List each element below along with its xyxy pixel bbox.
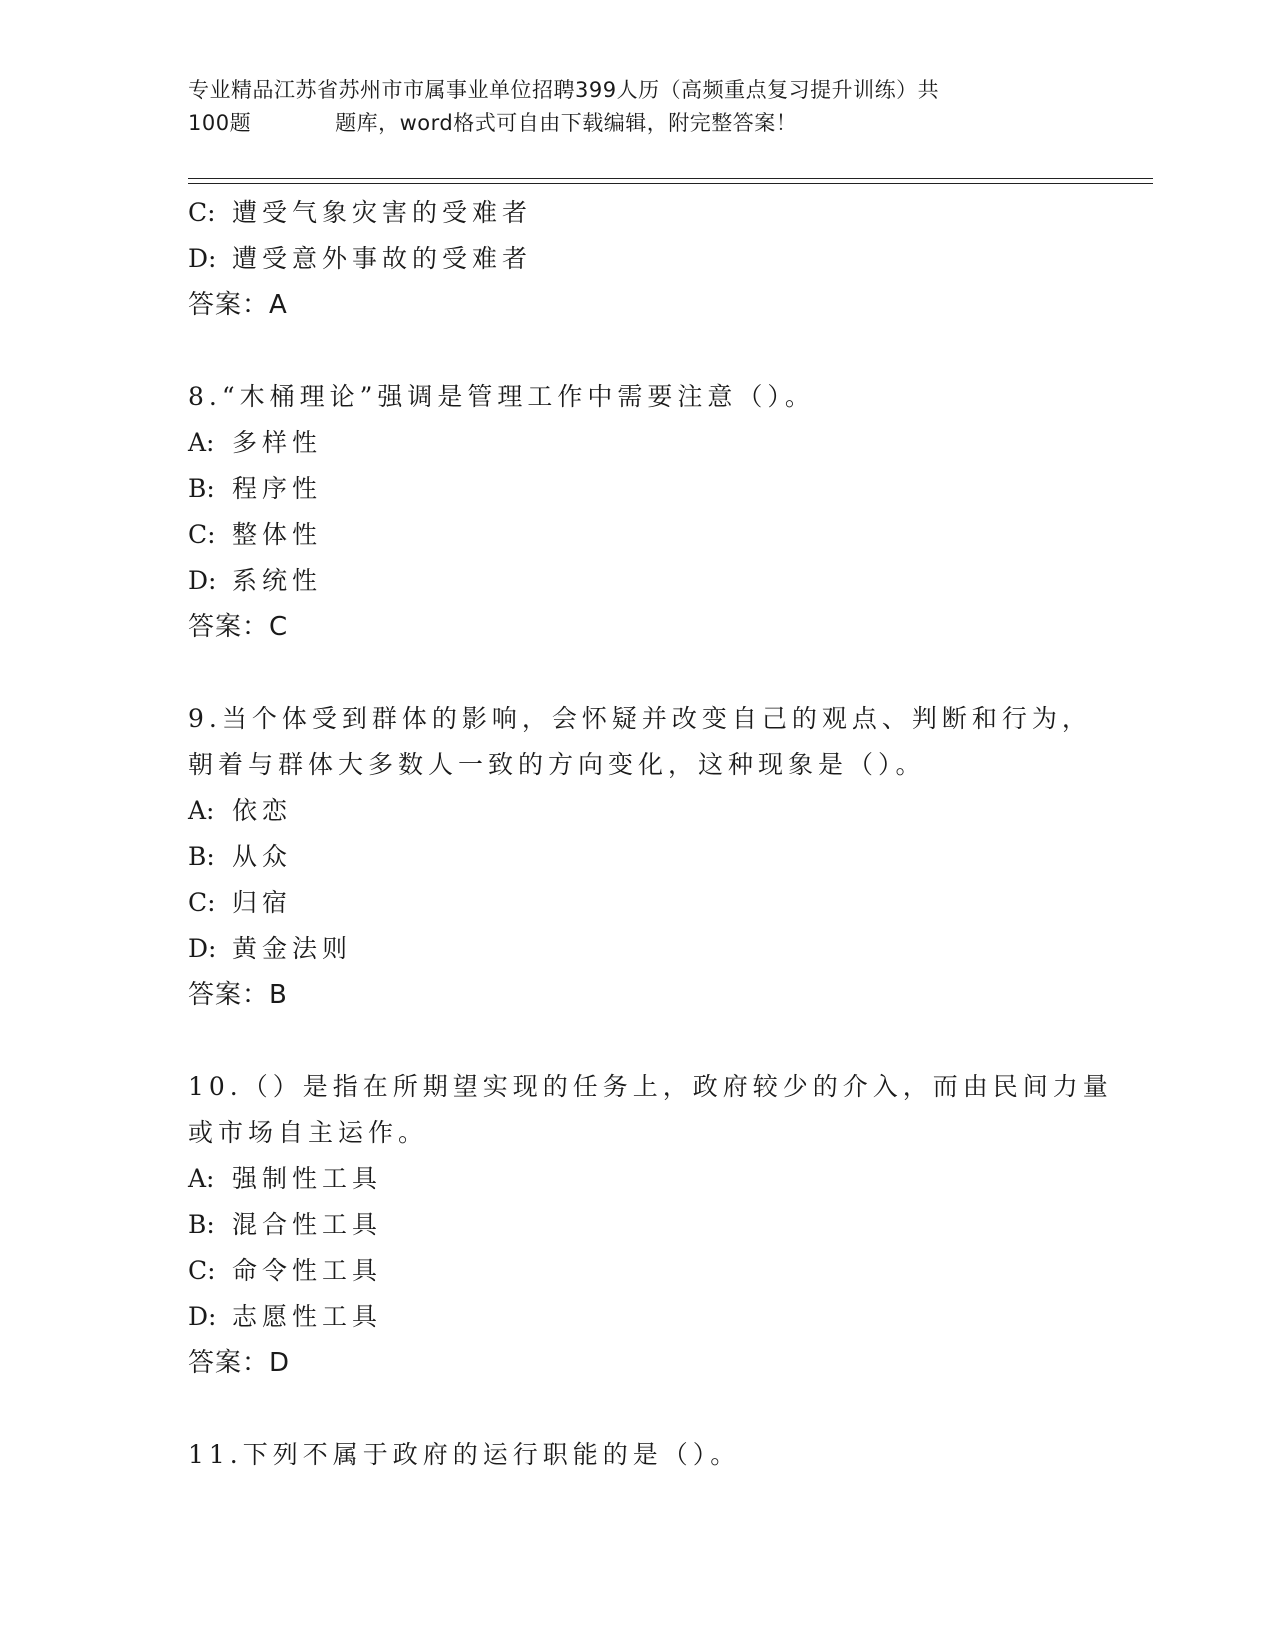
option-text: 黄金法则: [232, 934, 353, 963]
question-stem: 8.“木桶理论”强调是管理工作中需要注意（）。: [188, 382, 815, 411]
document-header: [188, 74, 1088, 140]
option-letter: A:: [188, 1164, 215, 1193]
option-text: 程序性: [232, 474, 323, 503]
question-content: [188, 190, 1148, 1478]
header-divider-bottom: [188, 183, 1153, 184]
header-divider-top: [188, 178, 1153, 179]
option-letter: D:: [188, 1302, 217, 1331]
header-question-count: 100题: [188, 111, 252, 135]
question-stem: 9.当个体受到群体的影响，会怀疑并改变自己的观点、判断和行为，: [188, 704, 1092, 733]
option-text: 依恋: [232, 796, 293, 825]
option-letter: B:: [188, 1210, 215, 1239]
option-letter: A:: [188, 428, 215, 457]
question-stem: 10.（）是指在所期望实现的任务上，政府较少的介入，而由民间力量: [188, 1072, 1113, 1101]
option-text: 遭受气象灾害的受难者: [232, 198, 533, 227]
option-text: 系统性: [232, 566, 323, 595]
header-line-2: [188, 107, 1088, 140]
option-letter: B:: [188, 842, 215, 871]
option-line: [188, 236, 1148, 282]
option-letter: C:: [188, 1256, 216, 1285]
option-letter: C:: [188, 520, 216, 549]
question-block-9: [188, 696, 1148, 1018]
question-block-11: [188, 1432, 1148, 1478]
option-letter: D:: [188, 934, 217, 963]
answer-line: 答案：B: [188, 980, 288, 1010]
option-line: [188, 834, 1148, 880]
option-line: [188, 1202, 1148, 1248]
option-line: [188, 1248, 1148, 1294]
option-text: 归宿: [232, 888, 293, 917]
option-text: 整体性: [232, 520, 323, 549]
header-line-1: 专业精品江苏省苏州市市属事业单位招聘399人历（高频重点复习提升训练）共: [188, 78, 940, 102]
option-line: [188, 1156, 1148, 1202]
option-text: 强制性工具: [232, 1164, 383, 1193]
option-line: [188, 190, 1148, 236]
answer-line: 答案：D: [188, 1348, 291, 1378]
option-line: [188, 880, 1148, 926]
option-text: 志愿性工具: [232, 1302, 383, 1331]
answer-line: 答案：C: [188, 612, 289, 642]
question-stem-continued: 朝着与群体大多数人一致的方向变化，这种现象是（）。: [188, 750, 926, 779]
option-letter: B:: [188, 474, 215, 503]
option-line: [188, 420, 1148, 466]
option-text: 遭受意外事故的受难者: [232, 244, 533, 273]
option-text: 多样性: [232, 428, 323, 457]
option-letter: C:: [188, 198, 216, 227]
answer-line: 答案：A: [188, 290, 288, 320]
option-line: [188, 926, 1148, 972]
option-line: [188, 466, 1148, 512]
option-text: 从众: [232, 842, 293, 871]
option-letter: C:: [188, 888, 216, 917]
option-line: [188, 512, 1148, 558]
option-text: 混合性工具: [232, 1210, 383, 1239]
question-stem-continued: 或市场自主运作。: [188, 1118, 429, 1147]
question-block-10: [188, 1064, 1148, 1386]
option-letter: A:: [188, 796, 215, 825]
header-description: 题库，word格式可自由下载编辑，附完整答案！: [335, 111, 798, 135]
option-line: [188, 1294, 1148, 1340]
option-line: [188, 558, 1148, 604]
option-letter: D:: [188, 244, 217, 273]
option-text: 命令性工具: [232, 1256, 383, 1285]
question-stem: 11.下列不属于政府的运行职能的是（）。: [188, 1440, 741, 1469]
option-line: [188, 788, 1148, 834]
prev-question-block: [188, 190, 1148, 328]
question-block-8: [188, 374, 1148, 650]
option-letter: D:: [188, 566, 217, 595]
